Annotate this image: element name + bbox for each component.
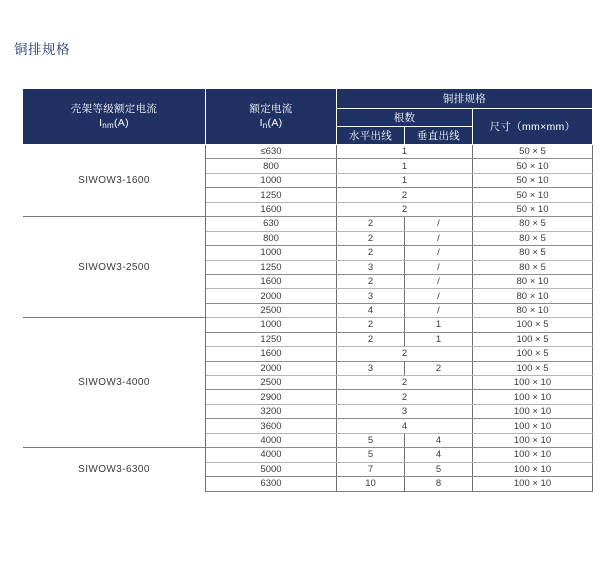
count-merged-cell: 3 <box>337 404 473 418</box>
size-cell: 100 × 10 <box>473 462 593 476</box>
size-cell: 100 × 10 <box>473 376 593 390</box>
rated-current-cell: 1600 <box>206 202 337 216</box>
header-busbar-spec: 铜排规格 <box>337 89 593 109</box>
size-cell: 100 × 10 <box>473 433 593 447</box>
vertical-outlet-cell: / <box>405 246 473 260</box>
count-merged-cell: 1 <box>337 145 473 159</box>
count-merged-cell: 4 <box>337 419 473 433</box>
table-row <box>23 145 593 159</box>
size-cell: 100 × 5 <box>473 361 593 375</box>
header-rated-current-line1: 额定电流 <box>249 103 293 115</box>
size-cell: 80 × 5 <box>473 260 593 274</box>
rated-current-cell: 1600 <box>206 274 337 288</box>
header-frame-current <box>23 89 206 145</box>
rated-current-cell: 3200 <box>206 404 337 418</box>
count-merged-cell: 2 <box>337 188 473 202</box>
size-cell: 80 × 10 <box>473 289 593 303</box>
vertical-outlet-cell: 5 <box>405 462 473 476</box>
header-horizontal-outlet: 水平出线 <box>337 127 405 145</box>
rated-current-cell: 6300 <box>206 477 337 491</box>
vertical-outlet-cell: 2 <box>405 361 473 375</box>
table-row <box>23 217 593 231</box>
size-cell: 100 × 5 <box>473 318 593 332</box>
size-cell: 50 × 10 <box>473 173 593 187</box>
busbar-spec-table <box>22 88 593 492</box>
header-vertical-outlet: 垂直出线 <box>405 127 473 145</box>
rated-current-cell: 1250 <box>206 188 337 202</box>
size-cell: 100 × 5 <box>473 332 593 346</box>
size-cell: 100 × 10 <box>473 419 593 433</box>
vertical-outlet-cell: / <box>405 260 473 274</box>
busbar-spec-table-container <box>22 88 592 492</box>
count-merged-cell: 1 <box>337 159 473 173</box>
size-cell: 80 × 5 <box>473 217 593 231</box>
size-cell: 50 × 5 <box>473 145 593 159</box>
size-cell: 80 × 5 <box>473 246 593 260</box>
rated-current-cell: 1250 <box>206 260 337 274</box>
rated-current-cell: 5000 <box>206 462 337 476</box>
rated-current-cell: 1000 <box>206 173 337 187</box>
rated-current-cell: 2900 <box>206 390 337 404</box>
horizontal-outlet-cell: 7 <box>337 462 405 476</box>
rated-current-cell: 2500 <box>206 376 337 390</box>
frame-current-cell: SIWOW3-6300 <box>23 448 206 491</box>
count-merged-cell: 2 <box>337 390 473 404</box>
horizontal-outlet-cell: 10 <box>337 477 405 491</box>
header-rated-current <box>206 89 337 145</box>
vertical-outlet-cell: / <box>405 231 473 245</box>
header-row-top <box>23 89 593 109</box>
horizontal-outlet-cell: 3 <box>337 361 405 375</box>
rated-current-cell: ≤630 <box>206 145 337 159</box>
header-count: 根数 <box>337 109 473 127</box>
header-rated-current-symbol: $I_n(A)$ <box>259 117 283 130</box>
table-row <box>23 318 593 332</box>
count-merged-cell: 2 <box>337 347 473 361</box>
rated-current-cell: 800 <box>206 159 337 173</box>
page-title: 铜排规格 <box>14 42 70 57</box>
vertical-outlet-cell: / <box>405 217 473 231</box>
rated-current-cell: 2500 <box>206 303 337 317</box>
size-cell: 50 × 10 <box>473 188 593 202</box>
header-frame-current-symbol: $I_{nm}(A)$ <box>99 117 129 130</box>
vertical-outlet-cell: 1 <box>405 318 473 332</box>
table-body <box>23 145 593 492</box>
size-cell: 100 × 10 <box>473 390 593 404</box>
count-merged-cell: 2 <box>337 376 473 390</box>
frame-current-cell: SIWOW3-1600 <box>23 145 206 217</box>
size-cell: 80 × 10 <box>473 303 593 317</box>
frame-current-cell: SIWOW3-4000 <box>23 318 206 448</box>
size-cell: 80 × 10 <box>473 274 593 288</box>
horizontal-outlet-cell: 2 <box>337 246 405 260</box>
size-cell: 100 × 10 <box>473 448 593 462</box>
vertical-outlet-cell: / <box>405 303 473 317</box>
vertical-outlet-cell: 1 <box>405 332 473 346</box>
vertical-outlet-cell: 8 <box>405 477 473 491</box>
size-cell: 50 × 10 <box>473 159 593 173</box>
rated-current-cell: 1000 <box>206 318 337 332</box>
count-merged-cell: 1 <box>337 173 473 187</box>
horizontal-outlet-cell: 5 <box>337 433 405 447</box>
rated-current-cell: 1250 <box>206 332 337 346</box>
horizontal-outlet-cell: 5 <box>337 448 405 462</box>
rated-current-cell: 4000 <box>206 448 337 462</box>
horizontal-outlet-cell: 3 <box>337 260 405 274</box>
horizontal-outlet-cell: 2 <box>337 318 405 332</box>
rated-current-cell: 630 <box>206 217 337 231</box>
horizontal-outlet-cell: 3 <box>337 289 405 303</box>
header-size: 尺寸（mm×mm） <box>473 109 593 145</box>
horizontal-outlet-cell: 2 <box>337 332 405 346</box>
horizontal-outlet-cell: 2 <box>337 274 405 288</box>
count-merged-cell: 2 <box>337 202 473 216</box>
rated-current-cell: 800 <box>206 231 337 245</box>
table-header <box>23 89 593 145</box>
vertical-outlet-cell: / <box>405 274 473 288</box>
header-frame-current-line1: 壳架等级额定电流 <box>70 103 158 115</box>
size-cell: 100 × 5 <box>473 347 593 361</box>
rated-current-cell: 4000 <box>206 433 337 447</box>
rated-current-cell: 1000 <box>206 246 337 260</box>
rated-current-cell: 1600 <box>206 347 337 361</box>
frame-current-cell: SIWOW3-2500 <box>23 217 206 318</box>
rated-current-cell: 3600 <box>206 419 337 433</box>
vertical-outlet-cell: / <box>405 289 473 303</box>
horizontal-outlet-cell: 2 <box>337 217 405 231</box>
vertical-outlet-cell: 4 <box>405 448 473 462</box>
horizontal-outlet-cell: 2 <box>337 231 405 245</box>
rated-current-cell: 2000 <box>206 289 337 303</box>
rated-current-cell: 2000 <box>206 361 337 375</box>
vertical-outlet-cell: 4 <box>405 433 473 447</box>
size-cell: 100 × 10 <box>473 404 593 418</box>
horizontal-outlet-cell: 4 <box>337 303 405 317</box>
size-cell: 100 × 10 <box>473 477 593 491</box>
size-cell: 80 × 5 <box>473 231 593 245</box>
size-cell: 50 × 10 <box>473 202 593 216</box>
table-row <box>23 448 593 462</box>
